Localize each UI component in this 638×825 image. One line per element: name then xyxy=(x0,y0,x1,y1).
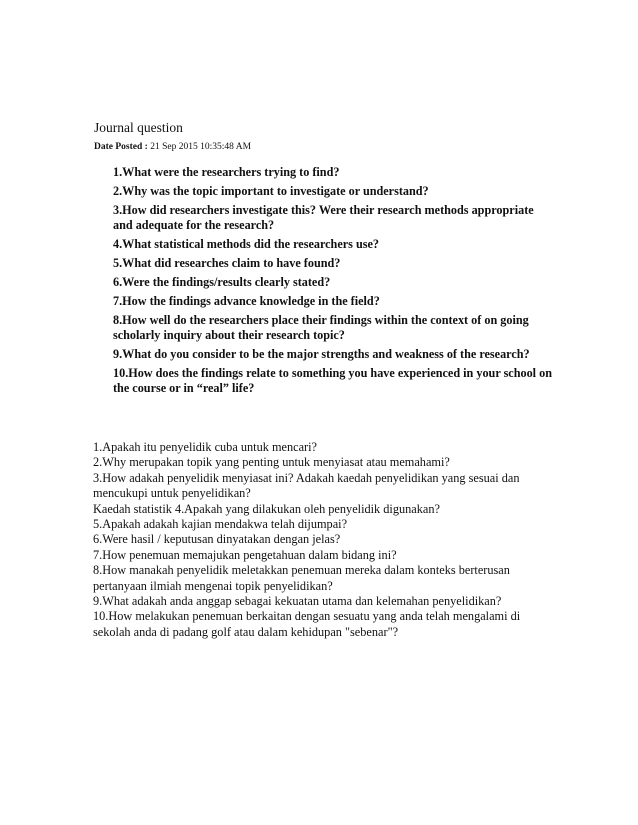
translated-questions xyxy=(93,440,553,640)
translation-line: 9.What adakah anda anggap sebagai kekuatan utama dan kelemahan penyelidikan? xyxy=(93,594,502,609)
question-item: 6.Were the findings/results clearly stated? xyxy=(113,275,331,289)
translation-line: sekolah anda di padang golf atau dalam kehidupan "sebenar"? xyxy=(93,624,399,639)
question-item: 7.How the findings advance knowledge in the field? xyxy=(113,294,380,308)
translation-line: pertanyaan ilmiah mengenai topik penyelidikan? xyxy=(93,578,333,593)
translation-line: 7.How penemuan memajukan pengetahuan dalam bidang ini? xyxy=(93,547,397,562)
translation-line: 2.Why merupakan topik yang penting untuk menyiasat atau memahami? xyxy=(93,455,450,470)
question-item: 2.Why was the topic important to investigate or understand? xyxy=(113,184,429,198)
translation-line: 5.Apakah adakah kajian mendakwa telah dijumpai? xyxy=(93,517,348,532)
date-value: 21 Sep 2015 10:35:48 AM xyxy=(150,142,252,152)
translation-line: 3.How adakah penyelidik menyiasat ini? Adakah kaedah penyelidikan yang sesuai dan xyxy=(93,470,520,485)
translation-line: mencukupi untuk penyelidikan? xyxy=(93,486,251,501)
translation-line: Kaedah statistik 4.Apakah yang dilakukan oleh penyelidik digunakan? xyxy=(93,501,440,516)
post-date xyxy=(94,141,251,153)
question-item: 3.How did researchers investigate this? Were their research methods appropriate and adequate for the research? xyxy=(113,203,534,232)
post-title: Journal question xyxy=(94,120,183,135)
date-label: Date Posted : xyxy=(94,142,148,152)
translation-line: 10.How melakukan penemuan berkaitan dengan sesuatu yang anda telah mengalami di xyxy=(93,609,521,624)
question-item: 8.How well do the researchers place their findings within the context of on going scholarly inquiry about their research topic? xyxy=(113,313,529,342)
translation-line: 1.Apakah itu penyelidik cuba untuk mencari? xyxy=(93,440,318,454)
translation-line: 8.How manakah penyelidik meletakkan penemuan mereka dalam konteks berterusan xyxy=(93,563,510,578)
question-list xyxy=(113,165,553,400)
question-item: 9.What do you consider to be the major strengths and weakness of the research? xyxy=(113,347,530,361)
translation-line: 6.Were hasil / keputusan dinyatakan dengan jelas? xyxy=(93,532,341,547)
question-item: 1.What were the researchers trying to find? xyxy=(113,165,340,179)
question-item: 4.What statistical methods did the researchers use? xyxy=(113,237,379,251)
question-item: 5.What did researches claim to have found? xyxy=(113,256,341,270)
question-item: 10.How does the findings relate to something you have experienced in your school on the course or in “real” life? xyxy=(113,366,552,395)
